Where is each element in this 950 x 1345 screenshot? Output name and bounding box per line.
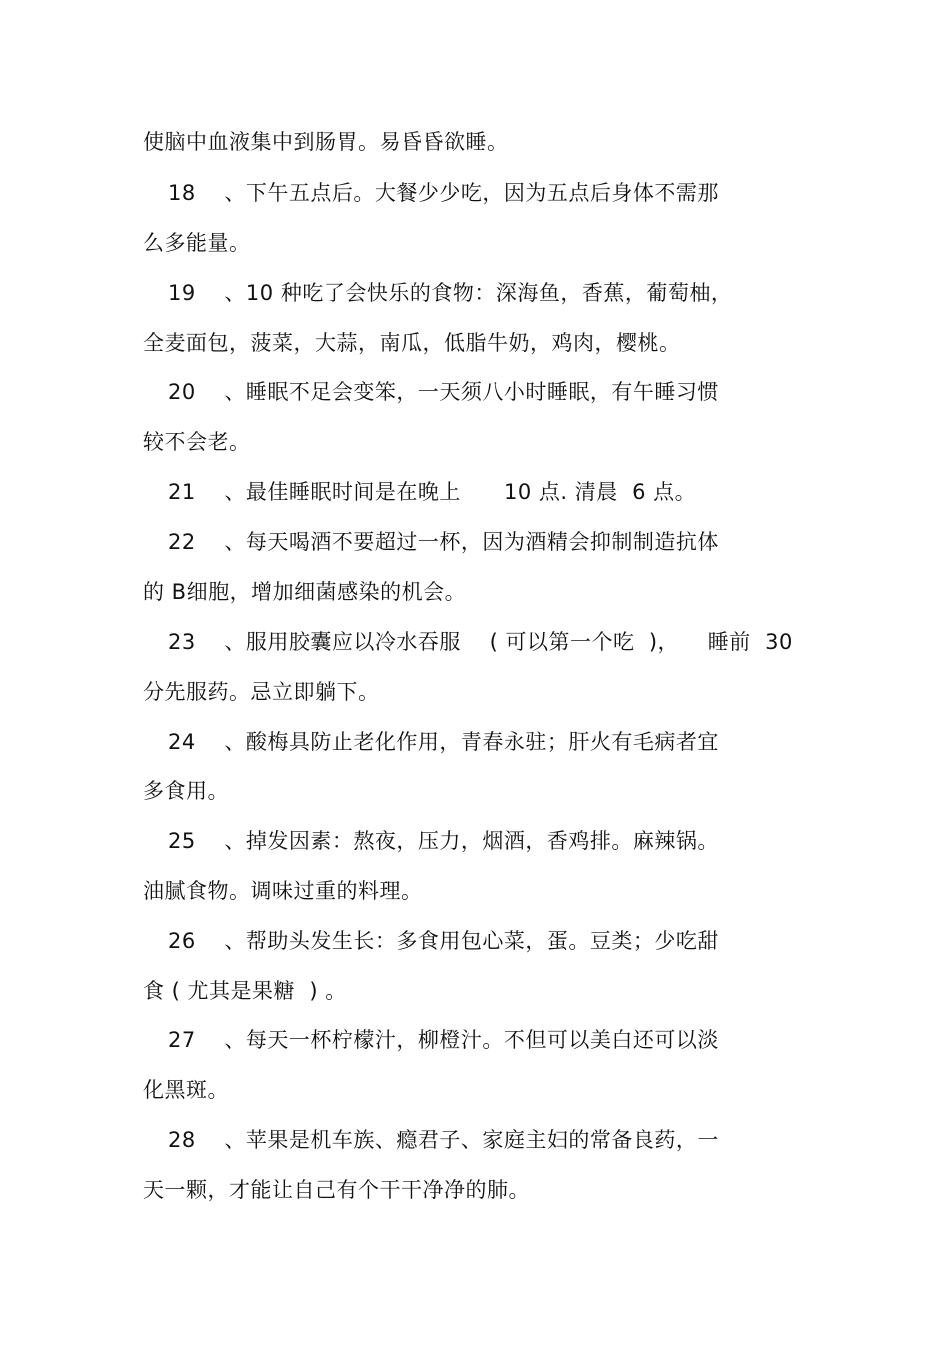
list-item-21: 21 、最佳睡眠时间是在晚上 10 点. 清晨 6 点。 xyxy=(168,480,697,504)
list-item-20: 20 、睡眠不足会变笨，一天须八小时睡眠，有午睡习惯 xyxy=(168,380,719,404)
list-item-28: 28 、苹果是机车族、瘾君子、家庭主妇的常备良药，一 xyxy=(168,1128,719,1152)
list-item-22: 22 、每天喝酒不要超过一杯，因为酒精会抑制制造抗体 xyxy=(168,530,719,554)
list-item-23: 23 、服用胶囊应以冷水吞服 ( 可以第一个吃 )， 睡前 30 xyxy=(168,630,793,654)
text-line: 天一颗，才能让自己有个干干净净的肺。 xyxy=(143,1178,530,1202)
text-line: 油腻食物。调味过重的料理。 xyxy=(143,879,423,903)
text-line: 么多能量。 xyxy=(143,231,251,255)
text-line: 多食用。 xyxy=(143,779,229,803)
list-item-19: 19 、10 种吃了会快乐的食物：深海鱼，香蕉，葡萄柚， xyxy=(168,281,733,305)
list-item-26: 26 、帮助头发生长：多食用包心菜，蛋。豆类；少吃甜 xyxy=(168,929,719,953)
list-item-18: 18 、下午五点后。大餐少少吃，因为五点后身体不需那 xyxy=(168,181,719,205)
text-line: 的 B细胞，增加细菌感染的机会。 xyxy=(143,580,467,604)
text-line: 全麦面包，菠菜，大蒜，南瓜，低脂牛奶，鸡肉，樱桃。 xyxy=(143,331,681,355)
list-item-25: 25 、掉发因素：熬夜，压力，烟酒，香鸡排。麻辣锅。 xyxy=(168,829,719,853)
list-item-24: 24 、酸梅具防止老化作用，青春永驻；肝火有毛病者宜 xyxy=(168,730,719,754)
text-line: 分先服药。忌立即躺下。 xyxy=(143,680,380,704)
text-line: 较不会老。 xyxy=(143,430,251,454)
text-line: 化黑斑。 xyxy=(143,1078,229,1102)
text-line: 使脑中血液集中到肠胃。易昏昏欲睡。 xyxy=(143,130,509,154)
text-line: 食 ( 尤其是果糖 ) 。 xyxy=(143,979,347,1003)
list-item-27: 27 、每天一杯柠檬汁，柳橙汁。不但可以美白还可以淡 xyxy=(168,1028,719,1052)
